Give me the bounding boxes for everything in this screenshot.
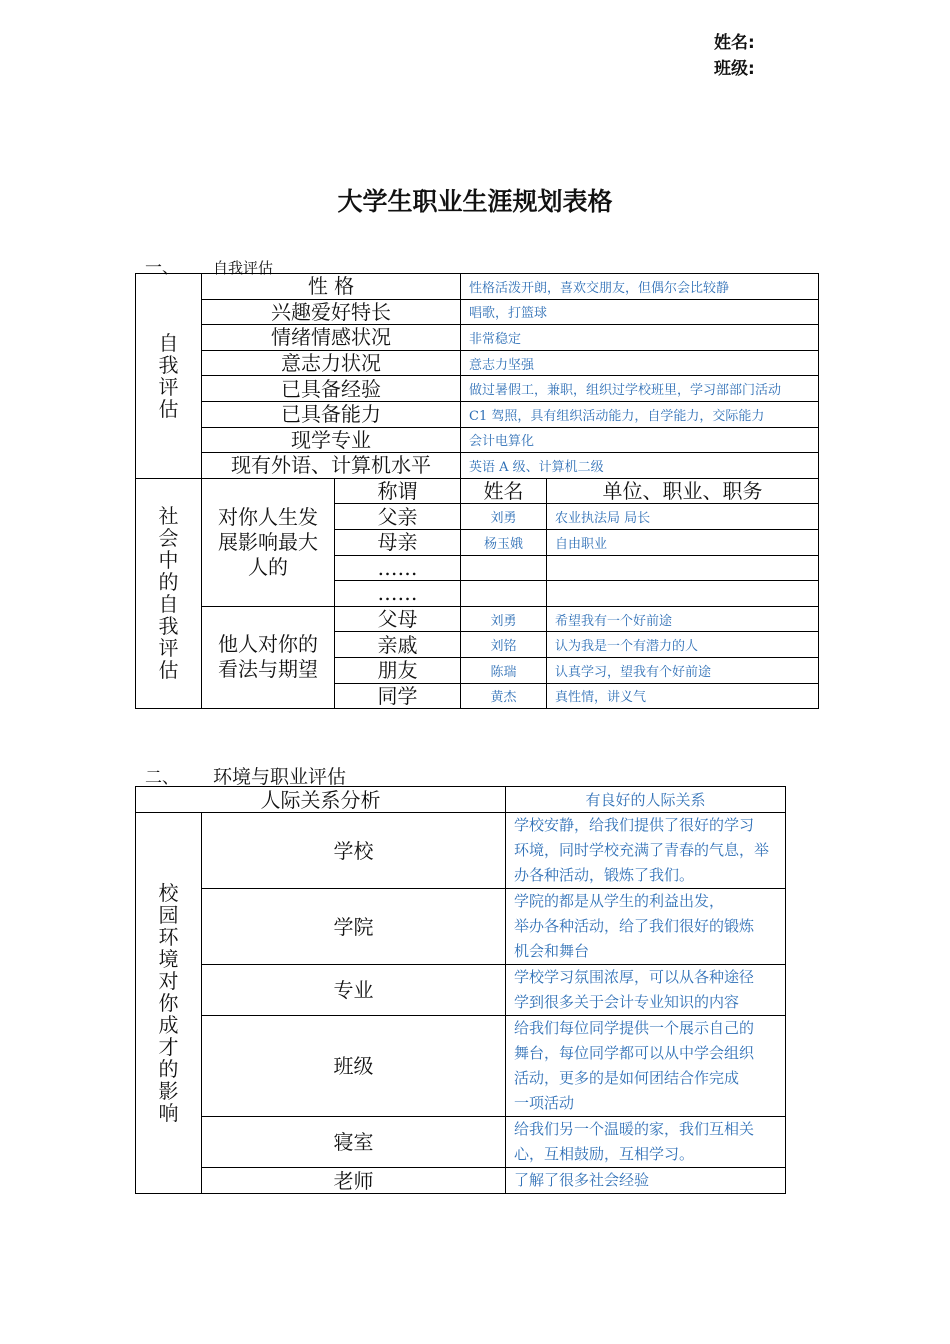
info-cell: 希望我有一个好前途 <box>547 606 819 632</box>
detail-line: 学校学习氛围浓厚，可以从各种途径 <box>514 968 755 986</box>
trait-label: 性 格 <box>202 274 461 300</box>
influence-label <box>202 478 335 606</box>
expectation-label <box>202 606 335 708</box>
table-row <box>136 453 819 479</box>
detail-line: 环境，同时学校充满了青春的气息，举 <box>514 841 770 859</box>
table-row <box>136 965 786 1016</box>
section2-title: 环境与职业评估 <box>213 766 347 788</box>
info-cell: 农业执法局 局长 <box>547 504 819 530</box>
info-cell <box>547 555 819 581</box>
environment-table <box>135 786 786 1194</box>
detail-line: 一项活动 <box>514 1094 575 1112</box>
name-cell <box>461 581 547 607</box>
detail-line: 学到很多关于会计专业知识的内容 <box>514 993 740 1011</box>
section1-title: 自我评估 <box>213 259 274 277</box>
environment-detail <box>506 1117 786 1168</box>
table-row <box>136 274 819 300</box>
environment-label: 学校 <box>202 813 506 889</box>
detail-line: 举办各种活动，给了我们很好的锻炼 <box>514 917 755 935</box>
environment-label: 班级 <box>202 1016 506 1117</box>
column-header: 单位、职业、职务 <box>547 478 819 504</box>
detail-line: 学院的都是从学生的利益出发， <box>514 892 725 910</box>
table-row <box>136 787 786 813</box>
social-group-label <box>136 478 202 708</box>
expectation-label-line: 看法与期望 <box>218 657 318 682</box>
name-cell: 黄杰 <box>461 683 547 709</box>
trait-value: 意志力坚强 <box>461 350 819 376</box>
info-cell <box>547 581 819 607</box>
relation-cell: …… <box>335 555 461 581</box>
table-row <box>136 350 819 376</box>
name-cell: 刘铭 <box>461 632 547 658</box>
detail-line: 办各种活动，锻炼了我们。 <box>514 866 695 884</box>
trait-label: 现有外语、计算机水平 <box>202 453 461 479</box>
trait-value: 英语 A 级、计算机二级 <box>461 453 819 479</box>
trait-label: 已具备经验 <box>202 376 461 402</box>
info-cell: 认为我是一个有潜力的人 <box>547 632 819 658</box>
trait-value: 会计电算化 <box>461 427 819 453</box>
name-cell: 杨玉娥 <box>461 529 547 555</box>
column-header: 称谓 <box>335 478 461 504</box>
column-header: 姓名 <box>461 478 547 504</box>
trait-label: 情绪情感状况 <box>202 325 461 351</box>
table-row <box>136 401 819 427</box>
table-row <box>136 1168 786 1194</box>
environment-detail <box>506 965 786 1016</box>
relation-cell: 同学 <box>335 683 461 709</box>
trait-label: 意志力状况 <box>202 350 461 376</box>
name-label: 姓名: <box>714 33 755 53</box>
table-row <box>136 1016 786 1117</box>
table-row <box>136 1117 786 1168</box>
trait-label: 现学专业 <box>202 427 461 453</box>
table-row <box>136 813 786 889</box>
influence-label-line: 展影响最大 <box>218 529 318 554</box>
campus-group-label <box>136 813 202 1194</box>
table-row <box>136 325 819 351</box>
detail-line: 学校安静，给我们提供了很好的学习 <box>514 816 755 834</box>
environment-label: 专业 <box>202 965 506 1016</box>
table-row <box>136 606 819 632</box>
table-row <box>136 376 819 402</box>
influence-label-line: 人的 <box>248 554 288 579</box>
detail-line: 舞台，每位同学都可以从中学会组织 <box>514 1044 755 1062</box>
trait-label: 已具备能力 <box>202 401 461 427</box>
detail-line: 给我们每位同学提供一个展示自己的 <box>514 1019 755 1037</box>
info-cell: 自由职业 <box>547 529 819 555</box>
section2-number: 二、 <box>145 768 179 788</box>
trait-value: 唱歌，打篮球 <box>461 299 819 325</box>
trait-value: C1 驾照，具有组织活动能力，自学能力，交际能力 <box>461 401 819 427</box>
trait-label: 兴趣爱好特长 <box>202 299 461 325</box>
detail-line: 了解了很多社会经验 <box>514 1171 650 1189</box>
class-label: 班级: <box>714 59 755 79</box>
relation-cell: 母亲 <box>335 529 461 555</box>
environment-label: 学院 <box>202 889 506 965</box>
info-cell: 认真学习，望我有个好前途 <box>547 657 819 683</box>
campus-group-text: 校园环境对你成才的影响 <box>158 881 179 1125</box>
environment-detail <box>506 889 786 965</box>
environment-label: 寝室 <box>202 1117 506 1168</box>
name-cell <box>461 555 547 581</box>
self-group-label <box>136 274 202 479</box>
relation-cell: 亲戚 <box>335 632 461 658</box>
detail-line: 给我们另一个温暖的家，我们互相关 <box>514 1120 755 1138</box>
relation-cell: 朋友 <box>335 657 461 683</box>
trait-value: 做过暑假工，兼职，组织过学校班里，学习部部门活动 <box>461 376 819 402</box>
relation-cell: …… <box>335 581 461 607</box>
detail-line: 机会和舞台 <box>514 942 590 960</box>
self-group-text: 自我评估 <box>158 330 179 421</box>
trait-value: 性格活泼开朗，喜欢交朋友，但偶尔会比较静 <box>461 274 819 300</box>
table-row <box>136 478 819 504</box>
social-group-text: 社会中的自我评估 <box>158 504 179 683</box>
self-assessment-table <box>135 273 819 709</box>
relation-cell: 父亲 <box>335 504 461 530</box>
table-row <box>136 889 786 965</box>
name-cell: 刘勇 <box>461 606 547 632</box>
name-cell: 刘勇 <box>461 504 547 530</box>
relation-analysis-label: 人际关系分析 <box>136 787 506 813</box>
table-row <box>136 299 819 325</box>
table-row <box>136 427 819 453</box>
info-cell: 真性情，讲义气 <box>547 683 819 709</box>
name-cell: 陈瑞 <box>461 657 547 683</box>
section2-heading <box>145 762 346 789</box>
page-title: 大学生职业生涯规划表格 <box>337 187 613 216</box>
detail-line: 心，互相鼓励，互相学习。 <box>514 1145 695 1163</box>
influence-label-line: 对你人生发 <box>218 504 318 529</box>
section1-number: 一、 <box>145 258 179 278</box>
environment-detail <box>506 1168 786 1194</box>
detail-line: 活动，更多的是如何团结合作完成 <box>514 1069 740 1087</box>
environment-detail <box>506 813 786 889</box>
relation-analysis-value: 有良好的人际关系 <box>506 787 786 813</box>
environment-label: 老师 <box>202 1168 506 1194</box>
expectation-label-line: 他人对你的 <box>218 632 318 657</box>
trait-value: 非常稳定 <box>461 325 819 351</box>
environment-detail <box>506 1016 786 1117</box>
relation-cell: 父母 <box>335 606 461 632</box>
